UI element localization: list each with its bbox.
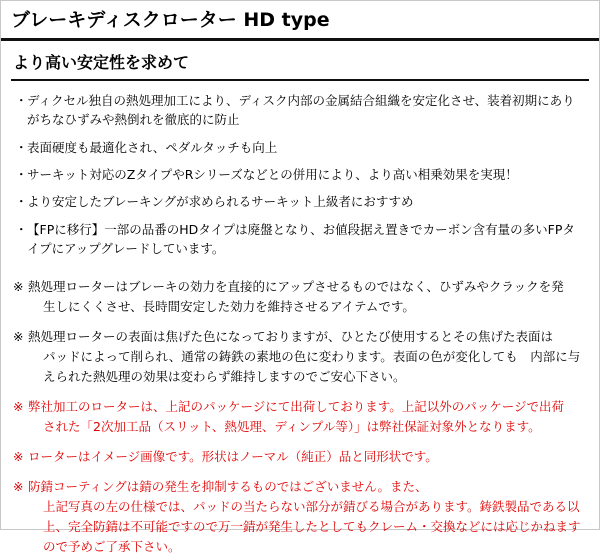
disclaimer-notes xyxy=(1,271,599,557)
note-text xyxy=(28,327,587,387)
note-text xyxy=(28,277,587,317)
note-item-warranty xyxy=(13,397,587,437)
list-item xyxy=(15,91,587,130)
note-line: パッドによって削られ、通常の鋳鉄の素地の色に変わります。表面の色が変化しても 内部に与 xyxy=(43,348,581,364)
note-line: ローターはイメージ画像です。形状はノーマル（純正）品と同形状です。 xyxy=(28,448,438,464)
note-marker: ※ xyxy=(13,328,24,344)
list-item-text: ディクセル独自の熱処理加工により、ディスク内部の金属結合組織を安定化させ、装着初期にありがちなひずみや熱倒れを徹底的に防止 xyxy=(27,92,575,128)
list-item-text: 表面硬度も最適化され、ペダルタッチも向上 xyxy=(27,139,278,155)
document-header xyxy=(1,1,599,41)
note-text xyxy=(28,397,587,437)
note-line: 熱処理ローターの表面は焦げた色になっておりますが、ひとたび使用するとその焦げた表面は xyxy=(28,328,554,344)
note-line: 弊社加工のローターは、上記のパッケージにて出荷しております。上記以外のパッケージで出荷 xyxy=(28,398,565,414)
note-line: ので予めご了承下さい。 xyxy=(43,538,181,554)
note-item xyxy=(13,277,587,317)
bullet-marker: ・ xyxy=(15,139,28,155)
list-item-text: より安定したブレーキングが求められるサーキット上級者におすすめ xyxy=(27,194,414,210)
note-line: された「2次加工品（スリット、熱処理、ディンプル等）」は弊社保証対象外となります。 xyxy=(43,418,541,434)
feature-bullet-list xyxy=(1,81,599,271)
note-item-image xyxy=(13,447,587,467)
note-marker: ※ xyxy=(13,398,24,414)
bullet-marker: ・ xyxy=(15,92,28,108)
bullet-marker: ・ xyxy=(15,221,28,237)
list-item xyxy=(15,138,587,157)
note-line: 熱処理ローターはブレーキの効力を直接的にアップさせるものではなく、ひずみやクラックを発 xyxy=(28,278,564,294)
list-item xyxy=(15,165,587,184)
note-item-rust xyxy=(13,477,587,557)
list-item-text: サーキット対応のZタイプやRシリーズなどとの併用により、より高い相乗効果を実現！ xyxy=(27,167,518,183)
note-marker: ※ xyxy=(13,448,24,464)
section-heading: より高い安定性を求めて xyxy=(13,52,190,72)
bullet-marker: ・ xyxy=(15,194,28,210)
note-marker: ※ xyxy=(13,278,24,294)
page-title: ブレーキディスクローター HD type xyxy=(11,9,330,31)
list-item xyxy=(15,192,587,211)
list-item-text: 【FPに移行】一部の品番のHDタイプは廃盤となり、お値段据え置きでカーボン含有量の多いFPタイプにアップグレードしています。 xyxy=(27,221,575,257)
note-text xyxy=(28,447,587,467)
note-text xyxy=(28,477,587,557)
note-line: 生しにくくさせ、長時間安定した効力を維持させるアイテムです。 xyxy=(43,298,415,314)
note-marker: ※ xyxy=(13,478,24,494)
list-item xyxy=(15,220,587,259)
note-line: えられた熱処理の効果は変わらず維持しますのでご安心下さい。 xyxy=(43,368,406,384)
note-line: 上、完全防錆は不可能ですので万一錆が発生したとしてもクレーム・交換などには応じかねます xyxy=(43,518,581,534)
note-line: 上記写真の左の仕様では、パッドの当たらない部分が錆びる場合があります。鋳鉄製品である以 xyxy=(43,498,580,514)
note-line: 防錆コーティングは錆の発生を抑制するものではございません。また、 xyxy=(28,478,428,494)
bullet-marker: ・ xyxy=(15,167,28,183)
note-item xyxy=(13,327,587,387)
